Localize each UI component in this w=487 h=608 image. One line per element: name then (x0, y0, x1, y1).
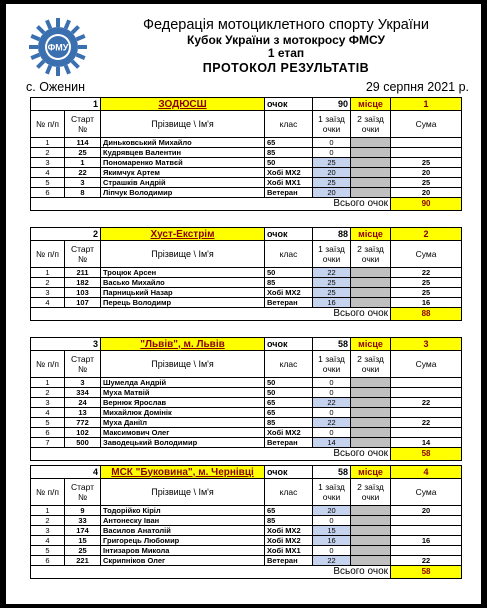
race1-points: 16 (313, 536, 351, 546)
team-header-row (31, 338, 462, 351)
table-row (31, 536, 462, 546)
col-class: клас (265, 111, 313, 138)
col-start: Старт № (65, 241, 101, 268)
row-sum: 14 (391, 438, 462, 448)
rider-class: 65 (265, 398, 313, 408)
points-label: очок (265, 228, 313, 241)
start-number: 13 (65, 408, 101, 418)
column-header-row (31, 241, 462, 268)
table-row (31, 278, 462, 288)
race2-points (351, 288, 391, 298)
start-number: 102 (65, 428, 101, 438)
start-number: 221 (65, 556, 101, 566)
rider-name: Страшків Андрій (101, 178, 265, 188)
row-number: 4 (31, 168, 65, 178)
team-results-table (30, 227, 462, 321)
row-sum: 22 (391, 398, 462, 408)
table-row (31, 546, 462, 556)
row-number: 4 (31, 536, 65, 546)
team-block (30, 227, 461, 321)
event-date: 29 серпня 2021 р. (365, 80, 469, 94)
column-header-row (31, 351, 462, 378)
total-label: Всього очок (31, 198, 391, 211)
row-number: 6 (31, 428, 65, 438)
rider-class: 85 (265, 418, 313, 428)
race1-points: 0 (313, 388, 351, 398)
place-label: місце (351, 98, 391, 111)
row-number: 5 (31, 418, 65, 428)
race1-points: 0 (313, 546, 351, 556)
row-number: 3 (31, 526, 65, 536)
col-race1: 1 заїзд очки (313, 479, 351, 506)
row-number: 6 (31, 556, 65, 566)
total-row (31, 198, 462, 211)
rider-name: Васько Михайло (101, 278, 265, 288)
col-number: № п/п (31, 111, 65, 138)
points-label: очок (265, 466, 313, 479)
row-sum: 16 (391, 536, 462, 546)
rider-class: 65 (265, 408, 313, 418)
team-block (30, 465, 461, 579)
race2-points (351, 148, 391, 158)
row-number: 7 (31, 438, 65, 448)
rider-class: Хобі МХ1 (265, 178, 313, 188)
rider-class: 50 (265, 268, 313, 278)
row-number: 1 (31, 378, 65, 388)
rider-class: 65 (265, 506, 313, 516)
rider-name: Тодорійко Кіріл (101, 506, 265, 516)
rider-class: Ветеран (265, 438, 313, 448)
race1-points: 25 (313, 158, 351, 168)
rider-class: Хобі МХ2 (265, 428, 313, 438)
table-row (31, 438, 462, 448)
rider-name: Михайлюк Домінік (101, 408, 265, 418)
row-number: 6 (31, 188, 65, 198)
column-header-row (31, 111, 462, 138)
race2-points (351, 536, 391, 546)
row-number: 4 (31, 298, 65, 308)
row-sum (391, 408, 462, 418)
table-row (31, 408, 462, 418)
total-row (31, 566, 462, 579)
rider-name: Парницький Назар (101, 288, 265, 298)
col-number: № п/п (31, 479, 65, 506)
col-number: № п/п (31, 241, 65, 268)
row-number: 2 (31, 148, 65, 158)
table-row (31, 428, 462, 438)
table-row (31, 506, 462, 516)
row-sum (391, 546, 462, 556)
row-number: 1 (31, 138, 65, 148)
start-number: 25 (65, 148, 101, 158)
start-number: 114 (65, 138, 101, 148)
place-label: місце (351, 338, 391, 351)
total-row (31, 448, 462, 461)
total-value: 58 (391, 566, 462, 579)
column-header-row (31, 479, 462, 506)
race1-points: 20 (313, 168, 351, 178)
col-start: Старт № (65, 479, 101, 506)
start-number: 334 (65, 388, 101, 398)
rider-class: Хобі МХ2 (265, 536, 313, 546)
col-race1: 1 заїзд очки (313, 351, 351, 378)
total-value: 58 (391, 448, 462, 461)
race1-points: 0 (313, 516, 351, 526)
rider-class: 85 (265, 516, 313, 526)
start-number: 211 (65, 268, 101, 278)
col-sum: Сума (391, 479, 462, 506)
row-number: 3 (31, 288, 65, 298)
federation-title: Федерація мотоциклетного спорту України (143, 17, 429, 33)
row-sum: 20 (391, 506, 462, 516)
rider-name: Заводецький Володимир (101, 438, 265, 448)
total-label: Всього очок (31, 448, 391, 461)
table-row (31, 188, 462, 198)
row-sum (391, 428, 462, 438)
race2-points (351, 556, 391, 566)
row-number: 5 (31, 546, 65, 556)
col-race2: 2 заїзд очки (351, 351, 391, 378)
team-name: ЗОДЮСШ (101, 98, 265, 111)
table-row (31, 168, 462, 178)
table-row (31, 288, 462, 298)
team-name: МСК "Буковина", м. Чернівці (101, 466, 265, 479)
col-name: Прізвище \ Ім'я (101, 351, 265, 378)
race1-points: 22 (313, 556, 351, 566)
race1-points: 25 (313, 178, 351, 188)
race1-points: 22 (313, 268, 351, 278)
row-sum: 22 (391, 268, 462, 278)
race1-points: 0 (313, 428, 351, 438)
start-number: 103 (65, 288, 101, 298)
rider-name: Вернюк Ярослав (101, 398, 265, 408)
row-sum: 22 (391, 556, 462, 566)
row-number: 1 (31, 268, 65, 278)
team-number: 4 (31, 466, 101, 479)
rider-class: Ветеран (265, 556, 313, 566)
race1-points: 20 (313, 506, 351, 516)
table-row (31, 418, 462, 428)
row-number: 5 (31, 178, 65, 188)
start-number: 25 (65, 546, 101, 556)
rider-name: Григорець Любомир (101, 536, 265, 546)
row-sum (391, 526, 462, 536)
rider-class: Хобі МХ2 (265, 526, 313, 536)
total-label: Всього очок (31, 566, 391, 579)
col-race2: 2 заїзд очки (351, 241, 391, 268)
protocol-title: ПРОТОКОЛ РЕЗУЛЬТАТІВ (202, 61, 370, 75)
race2-points (351, 408, 391, 418)
row-sum: 25 (391, 178, 462, 188)
place-label: місце (351, 466, 391, 479)
start-number: 174 (65, 526, 101, 536)
rider-class: 50 (265, 158, 313, 168)
race1-points: 25 (313, 288, 351, 298)
col-name: Прізвище \ Ім'я (101, 241, 265, 268)
team-name: Хуст-Екстрім (101, 228, 265, 241)
start-number: 3 (65, 378, 101, 388)
team-number: 1 (31, 98, 101, 111)
protocol-page (6, 4, 481, 604)
team-number: 3 (31, 338, 101, 351)
start-number: 772 (65, 418, 101, 428)
table-row (31, 378, 462, 388)
row-sum: 25 (391, 158, 462, 168)
row-number: 4 (31, 408, 65, 418)
total-value: 90 (391, 198, 462, 211)
rider-name: Троцюк Арсен (101, 268, 265, 278)
start-number: 24 (65, 398, 101, 408)
col-class: клас (265, 351, 313, 378)
team-name: "Львів", м. Львів (101, 338, 265, 351)
row-number: 1 (31, 506, 65, 516)
race2-points (351, 188, 391, 198)
team-place: 4 (391, 466, 462, 479)
race2-points (351, 268, 391, 278)
row-sum (391, 516, 462, 526)
rider-name: Максимович Олег (101, 428, 265, 438)
race2-points (351, 438, 391, 448)
rider-name: Пономаренко Матвєй (101, 158, 265, 168)
race1-points: 0 (313, 408, 351, 418)
race1-points: 22 (313, 398, 351, 408)
race1-points: 20 (313, 188, 351, 198)
rider-name: Кудрявцев Валентин (101, 148, 265, 158)
table-row (31, 178, 462, 188)
col-race1: 1 заїзд очки (313, 241, 351, 268)
row-number: 3 (31, 158, 65, 168)
start-number: 22 (65, 168, 101, 178)
row-number: 2 (31, 388, 65, 398)
table-row (31, 388, 462, 398)
team-place: 1 (391, 98, 462, 111)
race2-points (351, 526, 391, 536)
col-start: Старт № (65, 351, 101, 378)
stage-title: 1 етап (267, 46, 305, 60)
rider-class: 65 (265, 138, 313, 148)
table-row (31, 268, 462, 278)
rider-name: Якимчук Артем (101, 168, 265, 178)
race2-points (351, 388, 391, 398)
race2-points (351, 178, 391, 188)
table-row (31, 138, 462, 148)
rider-class: Хобі МХ2 (265, 168, 313, 178)
col-start: Старт № (65, 111, 101, 138)
start-number: 1 (65, 158, 101, 168)
col-sum: Сума (391, 111, 462, 138)
rider-class: Хобі МХ2 (265, 288, 313, 298)
col-race2: 2 заїзд очки (351, 111, 391, 138)
svg-text:ФМУ: ФМУ (47, 42, 69, 53)
rider-name: Шумелда Андрій (101, 378, 265, 388)
col-class: клас (265, 241, 313, 268)
rider-class: 50 (265, 378, 313, 388)
start-number: 3 (65, 178, 101, 188)
team-number: 2 (31, 228, 101, 241)
rider-name: Диньковський Михайло (101, 138, 265, 148)
race1-points: 16 (313, 298, 351, 308)
team-header-row (31, 228, 462, 241)
rider-class: 50 (265, 388, 313, 398)
team-block (30, 97, 461, 211)
rider-name: Муха Матвій (101, 388, 265, 398)
team-place: 3 (391, 338, 462, 351)
team-points: 88 (313, 228, 351, 241)
points-label: очок (265, 98, 313, 111)
team-results-table (30, 97, 462, 211)
team-place: 2 (391, 228, 462, 241)
row-number: 3 (31, 398, 65, 408)
team-points: 90 (313, 98, 351, 111)
team-points: 58 (313, 466, 351, 479)
start-number: 107 (65, 298, 101, 308)
team-results-table (30, 337, 462, 461)
rider-name: Інтизаров Микола (101, 546, 265, 556)
row-number: 2 (31, 516, 65, 526)
table-row (31, 526, 462, 536)
start-number: 8 (65, 188, 101, 198)
race2-points (351, 278, 391, 288)
start-number: 500 (65, 438, 101, 448)
team-header-row (31, 466, 462, 479)
team-points: 58 (313, 338, 351, 351)
row-sum: 16 (391, 298, 462, 308)
race2-points (351, 428, 391, 438)
table-row (31, 298, 462, 308)
rider-class: 85 (265, 278, 313, 288)
rider-name: Ліпчук Володимир (101, 188, 265, 198)
rider-class: Ветеран (265, 298, 313, 308)
total-label: Всього очок (31, 308, 391, 321)
row-sum: 25 (391, 278, 462, 288)
row-sum: 25 (391, 288, 462, 298)
rider-name: Антонеску Іван (101, 516, 265, 526)
team-header-row (31, 98, 462, 111)
place-label: місце (351, 228, 391, 241)
rider-name: Перець Володимр (101, 298, 265, 308)
cup-title: Кубок України з мотокросу ФМСУ (187, 33, 385, 47)
points-label: очок (265, 338, 313, 351)
race2-points (351, 158, 391, 168)
race1-points: 0 (313, 378, 351, 388)
race2-points (351, 516, 391, 526)
col-sum: Сума (391, 241, 462, 268)
race2-points (351, 418, 391, 428)
start-number: 9 (65, 506, 101, 516)
race1-points: 15 (313, 526, 351, 536)
row-sum (391, 388, 462, 398)
row-sum: 20 (391, 188, 462, 198)
race2-points (351, 378, 391, 388)
row-sum: 22 (391, 418, 462, 428)
race2-points (351, 168, 391, 178)
event-place: с. Оженин (26, 80, 86, 94)
race2-points (351, 298, 391, 308)
race1-points: 0 (313, 148, 351, 158)
rider-class: Хобі МХ1 (265, 546, 313, 556)
team-results-table (30, 465, 462, 579)
col-race2: 2 заїзд очки (351, 479, 391, 506)
col-sum: Сума (391, 351, 462, 378)
total-row (31, 308, 462, 321)
race1-points: 14 (313, 438, 351, 448)
col-name: Прізвище \ Ім'я (101, 111, 265, 138)
start-number: 15 (65, 536, 101, 546)
race2-points (351, 546, 391, 556)
team-block (30, 337, 461, 461)
race2-points (351, 138, 391, 148)
row-number: 2 (31, 278, 65, 288)
col-class: клас (265, 479, 313, 506)
race2-points (351, 506, 391, 516)
race1-points: 25 (313, 278, 351, 288)
rider-name: Василов Анатолій (101, 526, 265, 536)
fmsu-logo-icon (28, 17, 88, 77)
table-row (31, 158, 462, 168)
row-sum: 20 (391, 168, 462, 178)
rider-name: Муха Даніїл (101, 418, 265, 428)
race2-points (351, 398, 391, 408)
start-number: 182 (65, 278, 101, 288)
race1-points: 0 (313, 138, 351, 148)
rider-class: 85 (265, 148, 313, 158)
rider-name: Скрипніков Олег (101, 556, 265, 566)
table-row (31, 556, 462, 566)
start-number: 33 (65, 516, 101, 526)
table-row (31, 398, 462, 408)
col-name: Прізвище \ Ім'я (101, 479, 265, 506)
total-value: 88 (391, 308, 462, 321)
table-row (31, 516, 462, 526)
row-sum (391, 148, 462, 158)
rider-class: Ветеран (265, 188, 313, 198)
col-number: № п/п (31, 351, 65, 378)
table-row (31, 148, 462, 158)
row-sum (391, 138, 462, 148)
race1-points: 22 (313, 418, 351, 428)
col-race1: 1 заїзд очки (313, 111, 351, 138)
row-sum (391, 378, 462, 388)
